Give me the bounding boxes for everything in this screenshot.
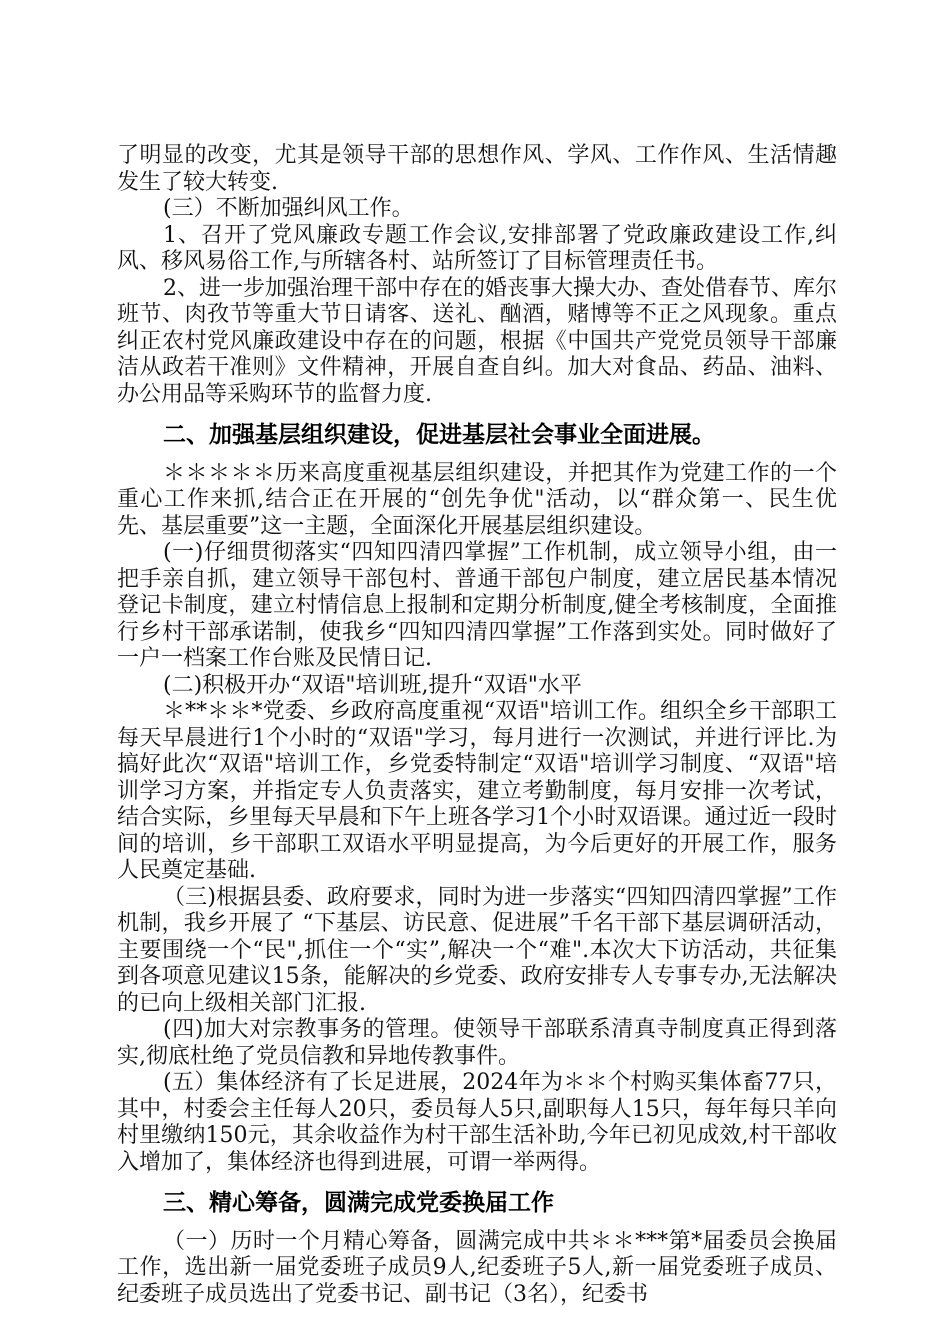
document-body: [117, 143, 837, 1308]
paragraph-one: (一)仔细贯彻落实“四知四清四掌握”工作机制，成立领导小组，由一把手亲自抓，建立领导干部包村、普通干部包户制度，建立居民基本情况登记卡制度，建立村情信息上报制和定期分析制度,健全考核制度，全面推行乡村干部承诺制，使我乡“四知四清四掌握”工作落到实处。同时做好了一户一档案工作台账及民情日记.: [117, 540, 837, 671]
paragraph-four: (四)加大对宗教事务的管理。使领导干部联系清真寺制度真正得到落实,彻底杜绝了党员信教和异地传教事件。: [117, 1017, 837, 1069]
section-heading-2: 二、加强基层组织建设，促进基层社会事业全面进展。: [163, 422, 715, 448]
paragraph-election: （一）历时一个月精心筹备，圆满完成中共＊＊***第*届委员会换届工作，选出新一届党委班子成员9人,纪委班子5人,新一届党委班子成员、纪委班子成员选出了党委书记、副书记（3名），纪委书: [117, 1228, 837, 1307]
subheading-anti-corruption: (三）不断加强纠风工作。: [163, 196, 414, 221]
paragraph-item-1: 1、召开了党风廉政专题工作会议,安排部署了党政廉政建设工作,纠风、移风易俗工作,与所辖各村、站所签订了目标管理责任书。: [117, 222, 837, 274]
paragraph-item-2: 2、进一步加强治理干部中存在的婚丧事大操大办、查处借春节、库尔班节、肉孜节等重大节日请客、送礼、酗酒，赌博等不正之风现象。重点纠正农村党风廉政建设中存在的问题，根据《中国共产党党员领导干部廉洁从政若干准则》文件精神，开展自查自纠。加大对食品、药品、油料、办公用品等采购环节的监督力度.: [117, 275, 837, 407]
paragraph-continuation: 了明显的改变，尤其是领导干部的思想作风、学风、工作作风、生活情趣发生了较大转变.: [117, 143, 837, 195]
section-heading-3: 三、精心筹备，圆满完成党委换届工作: [163, 1190, 554, 1216]
paragraph-three: （三)根据县委、政府要求，同时为进一步落实“四知四清四掌握”工作机制，我乡开展了 “下基层、访民意、促进展”千名干部下基层调研活动，主要围绕一个“民",抓住一个“实”,解决一个“难".本次大下访活动，共征集到各项意见建议15条，能解决的乡党委、政府安排专人专事专办,无法解决的已向上级相关部门汇报.: [117, 884, 837, 1016]
paragraph-intro: ＊＊＊＊＊历来高度重视基层组织建设，并把其作为党建工作的一个重心工作来抓,结合正在开展的“创先争优"活动，以“群众第一、民生优先、基层重要”这一主题，全面深化开展基层组织建设。: [117, 460, 837, 539]
paragraph-bilingual: ＊**＊＊*党委、乡政府高度重视“双语"培训工作。组织全乡干部职工每天早晨进行1个小时的“双语"学习，每月进行一次测试，并进行评比.为搞好此次“双语"培训工作，乡党委特制定“双语"培训学习制度、“双语"培训学习方案，并指定专人负责落实，建立考勤制度，每月安排一次考试，结合实际，乡里每天早晨和下午上班各学习1个小时双语课。通过近一段时间的培训，乡干部职工双语水平明显提高，为今后更好的开展工作，服务人民奠定基础.: [117, 699, 837, 883]
subheading-bilingual: (二)积极开办“双语"培训班,提升“双语"水平: [163, 672, 582, 698]
paragraph-five: (五）集体经济有了长足进展，2024年为＊＊个村购买集体畜77只，其中，村委会主任每人20只，委员每人5只,副职每人15只，每年每只羊向村里缴纳150元，其余收益作为村干部生活补助,今年已初见成效,村干部收入增加了，集体经济也得到进展，可谓一举两得。: [117, 1070, 837, 1175]
